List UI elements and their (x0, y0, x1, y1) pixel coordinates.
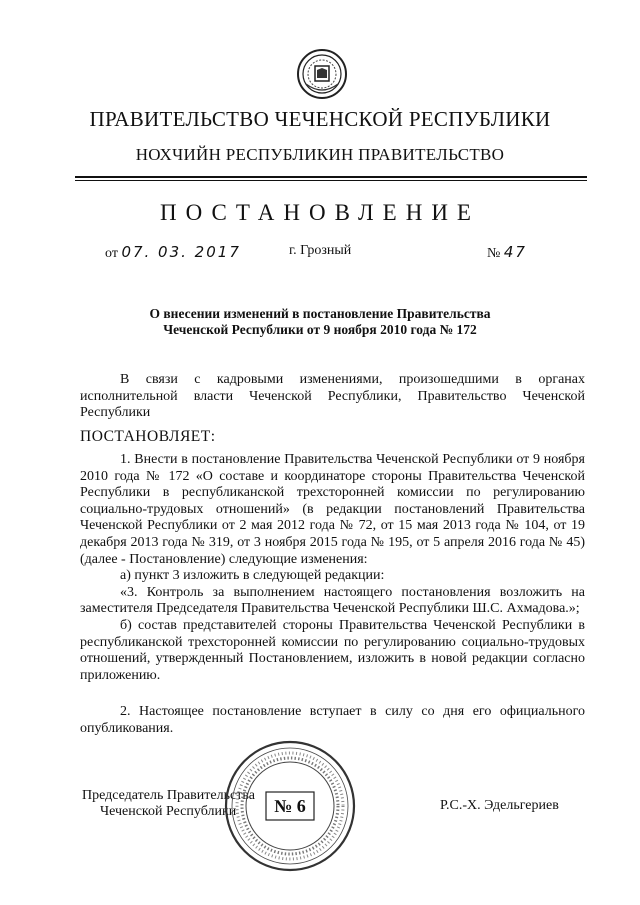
item-1a: а) пункт 3 изложить в следующей редакции: (120, 568, 385, 584)
coat-of-arms-emblem (296, 48, 348, 100)
item-1b: б) состав представителей стороны Правительства Чеченской Республики в республиканской трехсторонней комиссии по регулированию социально-трудовых отношений, утвержденный Постановлением, изложить в новой редакции согласно приложению. (80, 617, 585, 683)
document-place: г. Грозный (289, 243, 352, 258)
preamble: В связи с кадровыми изменениями, произошедшими в органах исполнительной власти Чеченской Республики, Правительство Чеченской Республики (80, 372, 585, 421)
header-divider-thick (75, 176, 587, 178)
date-value: 07. 03. 2017 (121, 243, 241, 261)
subject-line-2: Чеченской Республики от 9 ноября 2010 года № 172 (163, 322, 477, 337)
item-2: 2. Настоящее постановление вступает в силу со дня его официального опубликования. (80, 704, 585, 736)
document-type-title: ПОСТАНОВЛЕНИЕ (160, 200, 480, 225)
header-divider-thin (75, 180, 587, 181)
preamble-block (80, 372, 585, 422)
item-1-block (80, 452, 585, 684)
signatory-name: Р.С.-Х. Эдельгериев (440, 798, 559, 813)
item-1: 1. Внести в постановление Правительства Чеченской Республики от 9 ноября 2010 года № 172 «О составе и координаторе стороны Правительства Чеченской Республики в республиканской трехсторонней комиссии по регулированию социально-трудовых отношений» (в редакции постановлений Правительства Чеченской Республики от 2 мая 2012 года № 72, от 15 мая 2013 года № 104, от 19 декабря 2013 года № 319, от 3 ноября 2015 года № 195, от 5 апреля 2016 года № 45) (далее - Постановление) следующие изменения: (80, 452, 585, 567)
document-number (487, 243, 527, 262)
signature-position-line-1: Председатель Правительства (82, 788, 255, 803)
number-prefix: № (487, 246, 501, 261)
number-value: 47 (503, 243, 527, 261)
item-1a-text: «3. Контроль за выполнением настоящего постановления возложить на заместителя Председателя Правительства Чеченской Республики Ш.С. Ахмадова.»; (80, 584, 585, 617)
document-date (105, 243, 241, 262)
decree-word: ПОСТАНОВЛЯЕТ: (80, 428, 216, 445)
stamp-number: № 6 (274, 796, 306, 816)
subject-line-1: О внесении изменений в постановление Правительства (149, 306, 491, 321)
document-subject (120, 306, 520, 338)
item-2-block (80, 704, 585, 737)
government-name-chechen: НОХЧИЙН РЕСПУБЛИКИН ПРАВИТЕЛЬСТВО (135, 145, 505, 164)
official-stamp (222, 738, 358, 874)
date-prefix: от (105, 246, 118, 261)
government-name-russian: ПРАВИТЕЛЬСТВО ЧЕЧЕНСКОЙ РЕСПУБЛИКИ (89, 107, 551, 131)
signature-position-line-2: Чеченской Республики (100, 804, 237, 819)
